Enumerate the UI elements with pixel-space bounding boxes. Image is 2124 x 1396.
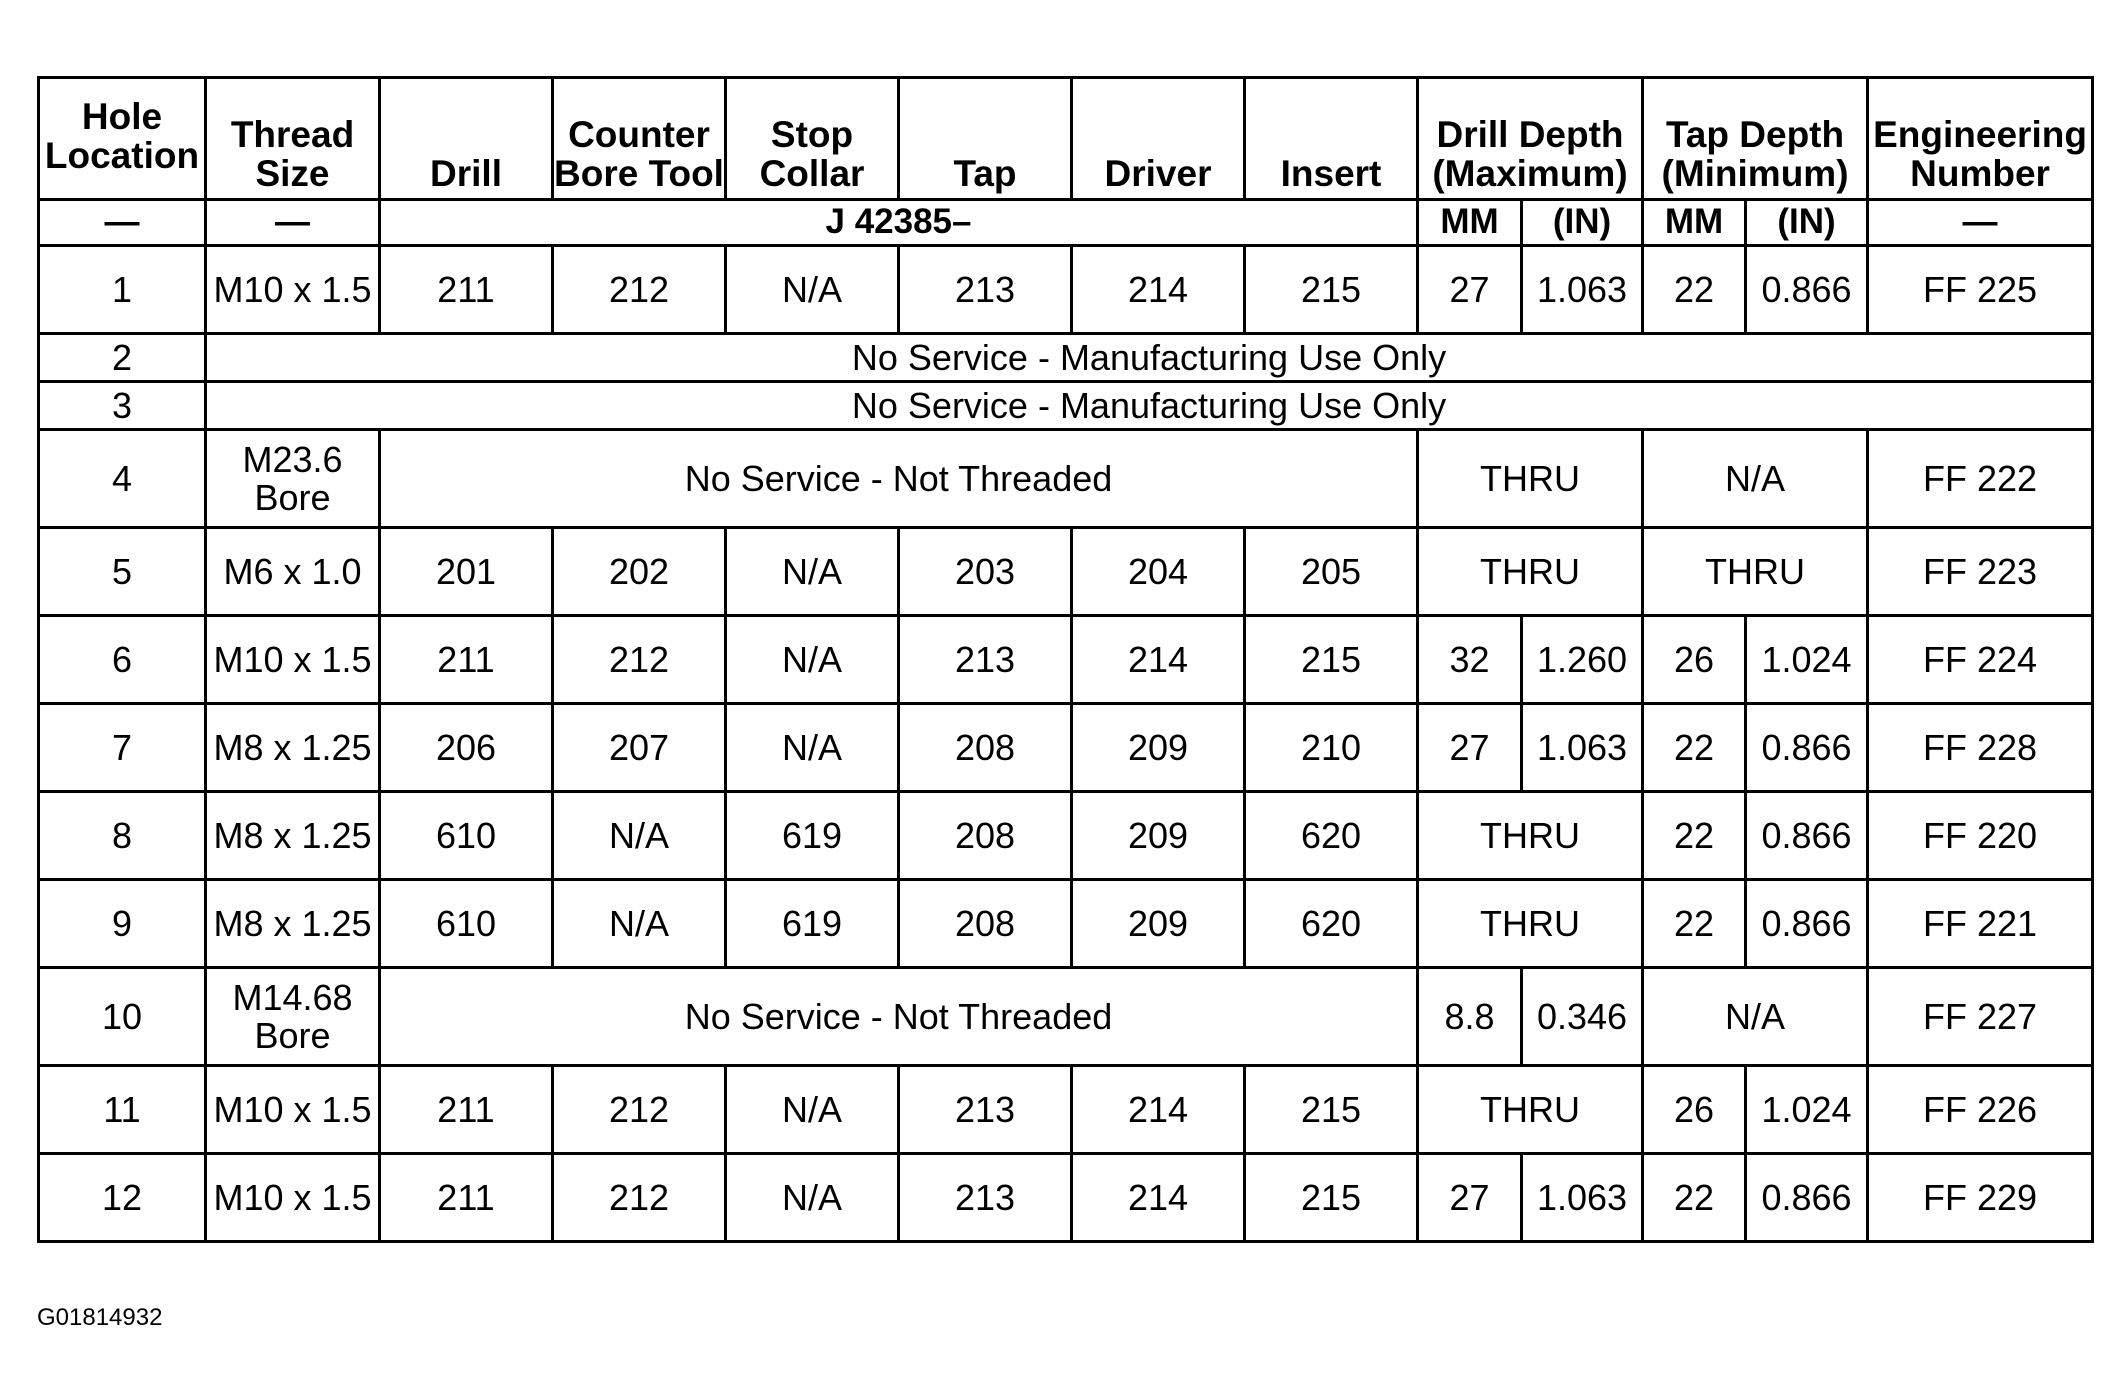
stop-collar-cell: N/A bbox=[726, 1066, 899, 1154]
insert-cell: 215 bbox=[1245, 616, 1418, 704]
hole-location-cell: 3 bbox=[39, 382, 206, 430]
counter-bore-cell: N/A bbox=[553, 792, 726, 880]
drill-depth-mm-cell: 8.8 bbox=[1418, 968, 1522, 1066]
driver-cell: 214 bbox=[1072, 616, 1245, 704]
counter-bore-cell: 212 bbox=[553, 246, 726, 334]
hole-location-cell: 5 bbox=[39, 528, 206, 616]
table-row bbox=[39, 246, 2093, 334]
header-row bbox=[39, 78, 2093, 200]
hole-location-cell: 2 bbox=[39, 334, 206, 382]
subheader-hole-location: — bbox=[39, 200, 206, 246]
tap-depth-cell: N/A bbox=[1643, 968, 1868, 1066]
tap-depth-mm-cell: 22 bbox=[1643, 792, 1746, 880]
stop-collar-cell: 619 bbox=[726, 792, 899, 880]
drill-depth-in-cell: 1.063 bbox=[1522, 704, 1643, 792]
table-row bbox=[39, 334, 2093, 382]
driver-cell: 214 bbox=[1072, 1154, 1245, 1242]
thread-size-cell: M10 x 1.5 bbox=[206, 1154, 380, 1242]
header-counter-bore-tool: Counter Bore Tool bbox=[553, 78, 726, 200]
hole-location-cell: 8 bbox=[39, 792, 206, 880]
counter-bore-cell: 207 bbox=[553, 704, 726, 792]
driver-cell: 214 bbox=[1072, 1066, 1245, 1154]
tap-depth-mm-cell: 26 bbox=[1643, 616, 1746, 704]
drill-cell: 211 bbox=[380, 616, 553, 704]
insert-cell: 205 bbox=[1245, 528, 1418, 616]
hole-location-cell: 11 bbox=[39, 1066, 206, 1154]
stop-collar-cell: N/A bbox=[726, 616, 899, 704]
subheader-tool-prefix: J 42385– bbox=[380, 200, 1418, 246]
header-tap-depth: Tap Depth (Minimum) bbox=[1643, 78, 1868, 200]
stop-collar-cell: N/A bbox=[726, 1154, 899, 1242]
insert-cell: 620 bbox=[1245, 880, 1418, 968]
engineering-number-cell: FF 226 bbox=[1868, 1066, 2093, 1154]
drill-depth-cell: THRU bbox=[1418, 528, 1643, 616]
tap-cell: 208 bbox=[899, 792, 1072, 880]
thread-size-cell: M8 x 1.25 bbox=[206, 704, 380, 792]
table-row bbox=[39, 528, 2093, 616]
tap-depth-cell: N/A bbox=[1643, 430, 1868, 528]
thread-size-cell: M6 x 1.0 bbox=[206, 528, 380, 616]
engineering-number-cell: FF 221 bbox=[1868, 880, 2093, 968]
table-row bbox=[39, 792, 2093, 880]
drill-cell: 211 bbox=[380, 1066, 553, 1154]
table-row bbox=[39, 382, 2093, 430]
insert-cell: 620 bbox=[1245, 792, 1418, 880]
header-driver: Driver bbox=[1072, 78, 1245, 200]
hole-location-cell: 9 bbox=[39, 880, 206, 968]
tap-depth-in-cell: 0.866 bbox=[1746, 246, 1868, 334]
header-drill: Drill bbox=[380, 78, 553, 200]
drill-cell: 610 bbox=[380, 792, 553, 880]
counter-bore-cell: 212 bbox=[553, 1066, 726, 1154]
drill-depth-cell: THRU bbox=[1418, 1066, 1643, 1154]
drill-depth-mm-cell: 27 bbox=[1418, 1154, 1522, 1242]
counter-bore-cell: 212 bbox=[553, 616, 726, 704]
thread-size-cell: M10 x 1.5 bbox=[206, 246, 380, 334]
tap-cell: 213 bbox=[899, 246, 1072, 334]
counter-bore-cell: 212 bbox=[553, 1154, 726, 1242]
engineering-number-cell: FF 224 bbox=[1868, 616, 2093, 704]
insert-cell: 215 bbox=[1245, 1066, 1418, 1154]
table-row bbox=[39, 1154, 2093, 1242]
header-hole-location: Hole Location bbox=[39, 78, 206, 200]
drill-depth-cell: THRU bbox=[1418, 430, 1643, 528]
tap-cell: 213 bbox=[899, 616, 1072, 704]
engineering-number-cell: FF 223 bbox=[1868, 528, 2093, 616]
tap-depth-cell: THRU bbox=[1643, 528, 1868, 616]
driver-cell: 209 bbox=[1072, 704, 1245, 792]
thread-size-cell: M8 x 1.25 bbox=[206, 880, 380, 968]
header-drill-depth: Drill Depth (Maximum) bbox=[1418, 78, 1643, 200]
service-note-cell: No Service - Manufacturing Use Only bbox=[206, 382, 2093, 430]
drill-cell: 610 bbox=[380, 880, 553, 968]
engineering-number-cell: FF 228 bbox=[1868, 704, 2093, 792]
thread-size-cell: M8 x 1.25 bbox=[206, 792, 380, 880]
table-row bbox=[39, 616, 2093, 704]
thread-size-cell: M23.6 Bore bbox=[206, 430, 380, 528]
drill-depth-cell: THRU bbox=[1418, 880, 1643, 968]
driver-cell: 209 bbox=[1072, 792, 1245, 880]
stop-collar-cell: N/A bbox=[726, 528, 899, 616]
insert-cell: 215 bbox=[1245, 246, 1418, 334]
counter-bore-cell: 202 bbox=[553, 528, 726, 616]
tap-cell: 203 bbox=[899, 528, 1072, 616]
subheader-drill-in: (IN) bbox=[1522, 200, 1643, 246]
driver-cell: 209 bbox=[1072, 880, 1245, 968]
subheader-thread-size: — bbox=[206, 200, 380, 246]
service-note-cell: No Service - Manufacturing Use Only bbox=[206, 334, 2093, 382]
engineering-number-cell: FF 229 bbox=[1868, 1154, 2093, 1242]
hole-specification-table bbox=[37, 76, 2094, 1243]
stop-collar-cell: N/A bbox=[726, 704, 899, 792]
table-row bbox=[39, 430, 2093, 528]
driver-cell: 204 bbox=[1072, 528, 1245, 616]
drill-depth-mm-cell: 32 bbox=[1418, 616, 1522, 704]
hole-location-cell: 10 bbox=[39, 968, 206, 1066]
specification-sheet bbox=[37, 76, 2094, 1243]
hole-location-cell: 12 bbox=[39, 1154, 206, 1242]
tap-depth-in-cell: 1.024 bbox=[1746, 616, 1868, 704]
service-note-cell: No Service - Not Threaded bbox=[380, 430, 1418, 528]
insert-cell: 210 bbox=[1245, 704, 1418, 792]
header-insert: Insert bbox=[1245, 78, 1418, 200]
engineering-number-cell: FF 227 bbox=[1868, 968, 2093, 1066]
subheader-drill-mm: MM bbox=[1418, 200, 1522, 246]
drill-depth-mm-cell: 27 bbox=[1418, 704, 1522, 792]
thread-size-cell: M10 x 1.5 bbox=[206, 616, 380, 704]
tap-depth-mm-cell: 22 bbox=[1643, 704, 1746, 792]
tap-cell: 208 bbox=[899, 880, 1072, 968]
drill-depth-in-cell: 1.063 bbox=[1522, 1154, 1643, 1242]
drill-depth-in-cell: 1.063 bbox=[1522, 246, 1643, 334]
thread-size-cell: M10 x 1.5 bbox=[206, 1066, 380, 1154]
service-note-cell: No Service - Not Threaded bbox=[380, 968, 1418, 1066]
stop-collar-cell: 619 bbox=[726, 880, 899, 968]
counter-bore-cell: N/A bbox=[553, 880, 726, 968]
header-stop-collar: Stop Collar bbox=[726, 78, 899, 200]
hole-location-cell: 6 bbox=[39, 616, 206, 704]
engineering-number-cell: FF 222 bbox=[1868, 430, 2093, 528]
hole-location-cell: 1 bbox=[39, 246, 206, 334]
tap-cell: 213 bbox=[899, 1154, 1072, 1242]
subheader-row bbox=[39, 200, 2093, 246]
drill-cell: 211 bbox=[380, 1154, 553, 1242]
drill-cell: 201 bbox=[380, 528, 553, 616]
tap-depth-mm-cell: 26 bbox=[1643, 1066, 1746, 1154]
table-row bbox=[39, 704, 2093, 792]
table-row bbox=[39, 1066, 2093, 1154]
engineering-number-cell: FF 220 bbox=[1868, 792, 2093, 880]
engineering-number-cell: FF 225 bbox=[1868, 246, 2093, 334]
thread-size-cell: M14.68 Bore bbox=[206, 968, 380, 1066]
tap-depth-in-cell: 0.866 bbox=[1746, 1154, 1868, 1242]
table-row bbox=[39, 880, 2093, 968]
tap-depth-in-cell: 0.866 bbox=[1746, 880, 1868, 968]
subheader-tap-mm: MM bbox=[1643, 200, 1746, 246]
tap-depth-mm-cell: 22 bbox=[1643, 1154, 1746, 1242]
drill-depth-cell: THRU bbox=[1418, 792, 1643, 880]
tap-depth-in-cell: 0.866 bbox=[1746, 704, 1868, 792]
tap-depth-mm-cell: 22 bbox=[1643, 246, 1746, 334]
header-engineering-number: Engineering Number bbox=[1868, 78, 2093, 200]
hole-location-cell: 7 bbox=[39, 704, 206, 792]
header-thread-size: Thread Size bbox=[206, 78, 380, 200]
drill-cell: 211 bbox=[380, 246, 553, 334]
driver-cell: 214 bbox=[1072, 246, 1245, 334]
figure-id: G01814932 bbox=[37, 1304, 163, 1331]
tap-cell: 208 bbox=[899, 704, 1072, 792]
drill-depth-in-cell: 0.346 bbox=[1522, 968, 1643, 1066]
table-row bbox=[39, 968, 2093, 1066]
header-tap: Tap bbox=[899, 78, 1072, 200]
tap-cell: 213 bbox=[899, 1066, 1072, 1154]
subheader-engineering-number: — bbox=[1868, 200, 2093, 246]
drill-cell: 206 bbox=[380, 704, 553, 792]
drill-depth-mm-cell: 27 bbox=[1418, 246, 1522, 334]
drill-depth-in-cell: 1.260 bbox=[1522, 616, 1643, 704]
stop-collar-cell: N/A bbox=[726, 246, 899, 334]
tap-depth-mm-cell: 22 bbox=[1643, 880, 1746, 968]
insert-cell: 215 bbox=[1245, 1154, 1418, 1242]
hole-location-cell: 4 bbox=[39, 430, 206, 528]
tap-depth-in-cell: 0.866 bbox=[1746, 792, 1868, 880]
tap-depth-in-cell: 1.024 bbox=[1746, 1066, 1868, 1154]
subheader-tap-in: (IN) bbox=[1746, 200, 1868, 246]
